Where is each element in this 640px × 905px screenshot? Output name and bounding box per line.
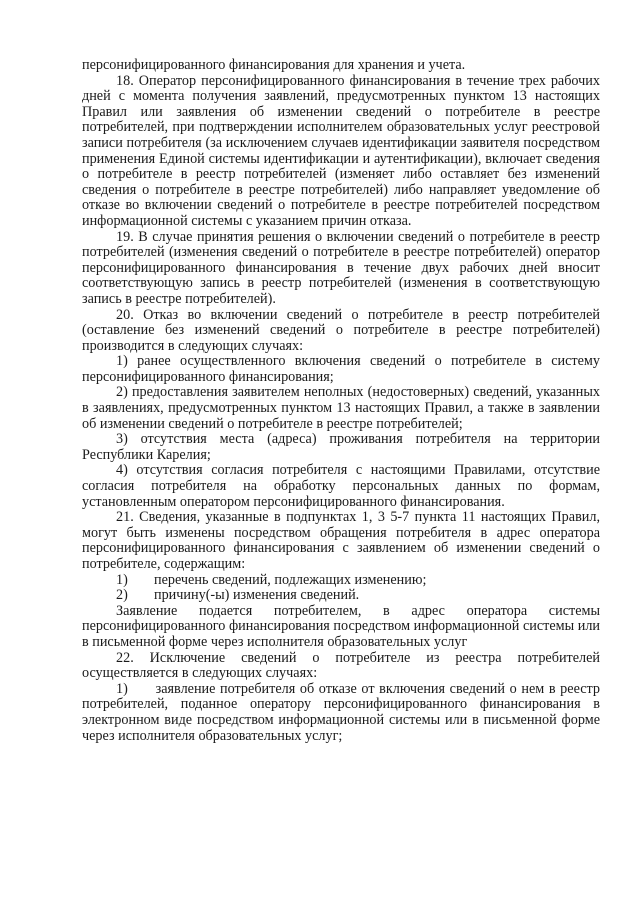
- paragraph-19: 19. В случае принятия решения о включении сведений о потребителе в реестр потребителей (изменения сведений о потребителе в реестре потребителей) оператор персонифицированного финансирования в течение двух рабочих дней вносит соответствующую запись в реестр потребителей (изменения в соответствующую запись в реестре потребителей).: [82, 228, 600, 307]
- continued-paragraph: персонифицированного финансирования для хранения и учета.: [82, 57, 466, 73]
- paragraph-20-item-4: 4) отсутствия согласия потребителя с настоящими Правилами, отсутствие согласия потребителя на обработку персональных данных по формам, установленным оператором персонифицированного финансирования.: [82, 462, 600, 510]
- paragraph-21-item-1: [82, 573, 600, 589]
- paragraph-21: 21. Сведения, указанные в подпунктах 1, 3 5-7 пункта 11 настоящих Правил, могут быть изменены посредством обращения потребителя в адрес оператора персонифицированного финансирования с заявлением об изменении сведений о потребителе, содержащим:: [82, 509, 600, 572]
- list-item-text: причину(-ы) изменения сведений.: [154, 587, 360, 604]
- paragraph-20: 20. Отказ во включении сведений о потребителе в реестр потребителей (оставление без изменений сведений о потребителе в реестре потребителей) производится в следующих случаях:: [82, 306, 600, 354]
- list-item-text: заявление потребителя об отказе от включения сведений о нем в реестр потребителей, поданное оператору персонифицированного финансирования в электронном виде посредством информационной системы или в письменной форме через исполнителя образовательных услуг;: [82, 680, 600, 744]
- paragraph-18: 18. Оператор персонифицированного финансирования в течение трех рабочих дней с момента получения заявлений, предусмотренных пунктом 13 настоящих Правил или заявления об изменении сведений о потребителе в реестре потребителей, при подтверждении исполнителем образовательных услуг реестровой записи потребителя (за исключением случаев идентификации заявителя посредством применения Единой системы идентификации и аутентификации), включает сведения о потребителе в реестр потребителей (изменяет либо оставляет без изменений сведения о потребителе в реестре потребителей) либо направляет уведомление об отказе во включении сведений о потребителе в реестре потребителей посредством информационной системы с указанием причин отказа.: [82, 72, 600, 229]
- paragraph-21-note: Заявление подается потребителем, в адрес оператора системы персонифицированного финансирования посредством информационной системы или в письменной форме через исполнителя образовательных услуг: [82, 602, 600, 650]
- paragraph-20-item-1: 1) ранее осуществленного включения сведений о потребителе в систему персонифицированного финансирования;: [82, 353, 600, 385]
- paragraph-22-item-1: [82, 682, 600, 744]
- list-number: 1): [116, 680, 128, 697]
- paragraph-21-item-2: [82, 588, 600, 604]
- list-number: 2): [116, 587, 128, 604]
- list-number: 1): [116, 571, 128, 588]
- document-page: [82, 58, 600, 744]
- paragraph-22: 22. Исключение сведений о потребителе из реестра потребителей осуществляется в следующих случаях:: [82, 649, 600, 682]
- list-item-text: перечень сведений, подлежащих изменению;: [154, 571, 427, 588]
- paragraph-20-item-2: 2) предоставления заявителем неполных (недостоверных) сведений, указанных в заявлениях, предусмотренных пунктом 13 настоящих Правил, а также в заявлении об изменении сведений о потребителе в реестре потребителей;: [82, 384, 600, 432]
- paragraph-20-item-3: 3) отсутствия места (адреса) проживания потребителя на территории Республики Карелия;: [82, 431, 600, 463]
